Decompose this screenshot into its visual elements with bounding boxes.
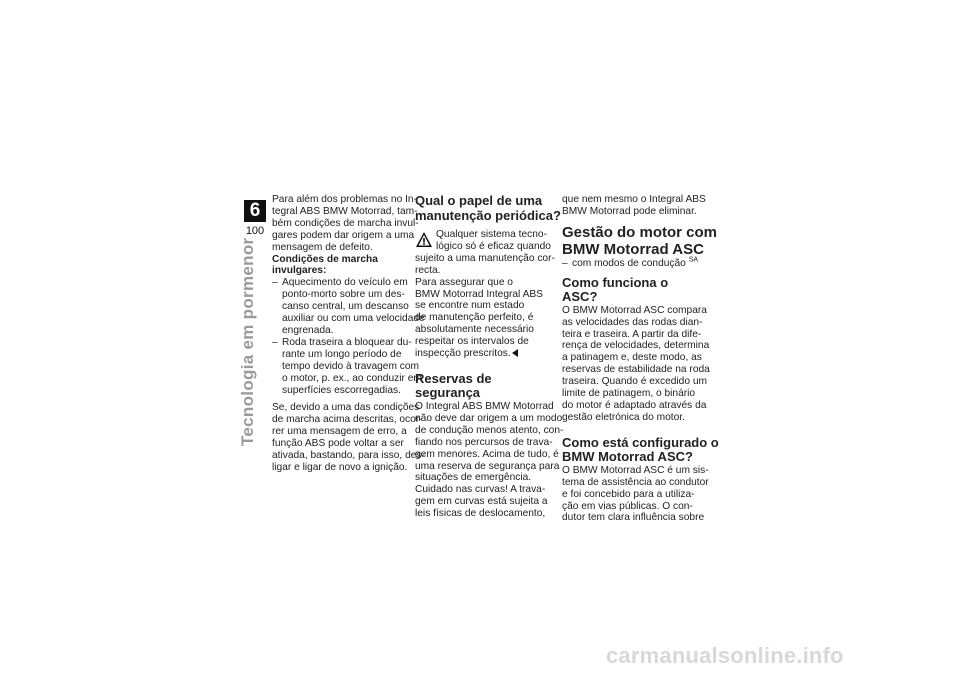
- chapter-number: 6: [244, 200, 266, 222]
- how-asc-works-heading: Como funciona o ASC?: [562, 274, 669, 305]
- warning-triangle-icon: [415, 231, 433, 248]
- asc-heading: Gestão do motor com BMW Motorrad ASC: [562, 223, 718, 258]
- page-number: 100: [245, 225, 265, 237]
- closing-paragraph: Se, devido a uma das condições de marcha acima descritas, ocor- rer uma mensagem de erro, a função ABS pode voltar a ser ativada, bastando, para isso, des- ligar e ligar de novo a ignição.: [272, 402, 425, 473]
- asc-dash-item: – com modos de condução $^{SA}$: [562, 256, 699, 269]
- intro-paragraph: Para além dos problemas no In- tegral ABS BMW Motorrad, tam- bém condições de marcha invul- gares podem dar origem a uma mensagem de defeito.: [272, 194, 419, 253]
- maintenance-paragraph: Para assegurar que o BMW Motorrad Integral ABS se encontre num estado de manutenção perfeito, é absolutamente necessário respeitar os intervalos de inspecção prescritos.: [415, 276, 543, 360]
- column-2: Qual o papel de uma manutenção periódica? Qualquer sistema tecno- lógico só é eficaz quando sujeito a uma manutenção cor- recta. Para assegurar que o BMW Motorrad Integral ABS se encontre num estado de manutenção perfeito, é absolutamente necessário respeitar os intervalos de inspecção prescritos. Reservas de segurança O Integral ABS BMW Motorrad não deve dar origem a um modo de condução menos atento, con- fiando nos percursos de trava- gem menores. Acima de tudo, é uma reserva de segurança para situações de emergência. Cuidado nas curvas! A trava- gem em curvas está sujeita a leis físicas de deslocamento,: [415, 193, 564, 520]
- end-of-section-icon: [512, 349, 518, 357]
- conditions-heading: Condições de marcha invulgares:: [272, 253, 378, 277]
- safety-reserve-heading: Reservas de segurança: [415, 370, 492, 401]
- asc-config-heading: Como está configurado o BMW Motorrad ASC?: [562, 434, 719, 465]
- warning-note: Qualquer sistema tecno- lógico só é eficaz quando: [415, 229, 555, 253]
- dash-item-heating: – Aquecimento do veículo em ponto-morto sobre um des- canso central, um descanso auxiliar ou com uma velocidade engrenada.: [272, 277, 425, 336]
- maintenance-heading: Qual o papel de uma manutenção periódica?: [415, 193, 561, 223]
- column-1: [272, 194, 425, 474]
- safety-reserve-paragraph: O Integral ABS BMW Motorrad não deve dar origem a um modo de condução menos atento, con- fiando nos percursos de trava- gem menores. Acima de tudo, é uma reserva de segurança para situações de emergência. Cuidado nas curvas! A trava- gem em curvas está sujeita a leis físicas de deslocamento,: [415, 400, 564, 520]
- watermark: carmanualsonline.info: [606, 643, 844, 668]
- chapter-title-vertical: Tecnologia em pormenor: [238, 237, 257, 446]
- dash-item-rear-wheel: – Roda traseira a bloquear du- rante um longo período de tempo devido à travagem com o motor, p. ex., ao conduzir em superfícies escorregadias.: [272, 336, 422, 396]
- column-3: [562, 194, 719, 524]
- asc-config-paragraph: O BMW Motorrad ASC é um sis- tema de assistência ao condutor e foi concebido para a utiliza- ção em vias públicas. O con- dutor tem clara influência sobre: [562, 464, 709, 524]
- how-asc-works-paragraph: O BMW Motorrad ASC compara as velocidades das rodas dian- teira e traseira. A partir da dife- rença de velocidades, determina a patinagem e, deste modo, as reservas de estabilidade na roda traseira. Quando é excedido um limite de patinagem, o binário do motor é adaptado através da gestão eletrónica do motor.: [562, 304, 710, 423]
- continued-paragraph: que nem mesmo o Integral ABS BMW Motorrad pode eliminar.: [562, 194, 706, 217]
